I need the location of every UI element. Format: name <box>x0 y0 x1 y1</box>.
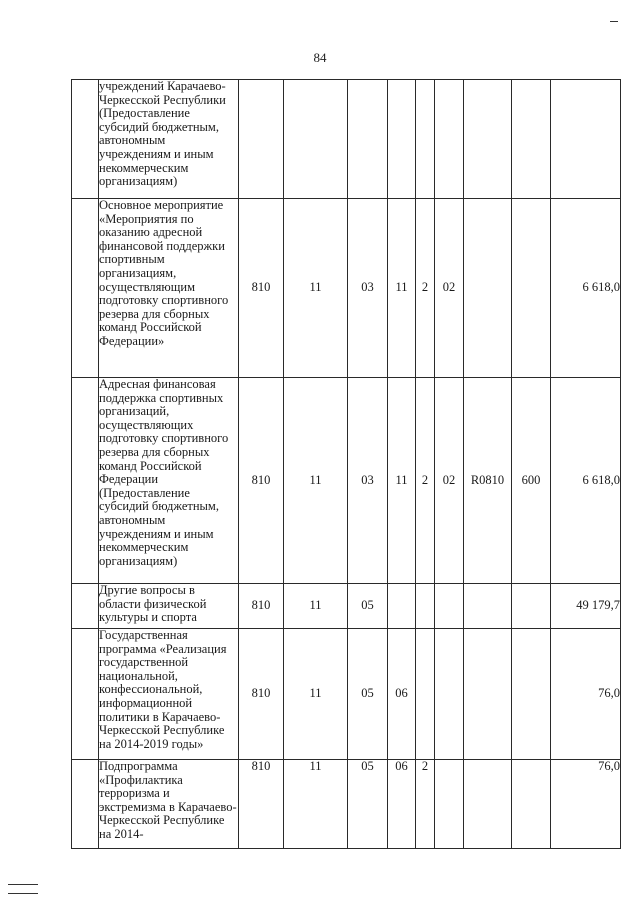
subprogram-code-cell <box>416 629 435 760</box>
expense-type-cell <box>512 760 551 849</box>
subprogram-code-cell: 2 <box>416 760 435 849</box>
program-code-cell <box>388 80 416 199</box>
ved-code-cell <box>239 80 284 199</box>
subprogram-code-cell <box>416 584 435 629</box>
ved-code-cell: 810 <box>239 760 284 849</box>
blank-cell <box>72 760 99 849</box>
ved-code-cell: 810 <box>239 199 284 378</box>
item-name-cell: Другие вопросы в области физической культуры и спорта <box>99 584 239 629</box>
program-code-cell: 06 <box>388 629 416 760</box>
subsection-code-cell: 03 <box>348 199 388 378</box>
scan-mark <box>610 21 618 22</box>
event-code-cell <box>435 584 464 629</box>
direction-code-cell <box>464 199 512 378</box>
program-code-cell: 11 <box>388 199 416 378</box>
section-code-cell: 11 <box>284 199 348 378</box>
section-code-cell: 11 <box>284 760 348 849</box>
amount-cell <box>551 80 621 199</box>
direction-code-cell <box>464 584 512 629</box>
event-code-cell: 02 <box>435 199 464 378</box>
subsection-code-cell: 05 <box>348 584 388 629</box>
subsection-code-cell: 05 <box>348 629 388 760</box>
item-name-cell: учреждений Карачаево-Черкесской Республики (Предоставление субсидий бюджетным, автономным учреждениям и иным некоммерческим организациям) <box>99 80 239 199</box>
subprogram-code-cell: 2 <box>416 199 435 378</box>
ved-code-cell: 810 <box>239 629 284 760</box>
section-code-cell: 11 <box>284 629 348 760</box>
program-code-cell <box>388 584 416 629</box>
expense-type-cell <box>512 629 551 760</box>
event-code-cell <box>435 629 464 760</box>
section-code-cell <box>284 80 348 199</box>
blank-cell <box>72 378 99 584</box>
amount-cell: 49 179,7 <box>551 584 621 629</box>
table-row <box>72 629 621 760</box>
scan-mark <box>8 884 38 885</box>
subsection-code-cell: 05 <box>348 760 388 849</box>
blank-cell <box>72 80 99 199</box>
blank-cell <box>72 584 99 629</box>
amount-cell: 6 618,0 <box>551 378 621 584</box>
table-row <box>72 760 621 849</box>
event-code-cell <box>435 80 464 199</box>
table-row <box>72 378 621 584</box>
event-code-cell: 02 <box>435 378 464 584</box>
item-name-cell: Основное мероприятие «Мероприятия по оказанию адресной финансовой поддержки спортивным организациям, осуществляющим подготовку спортивного резерва для сборных команд Российской Федерации» <box>99 199 239 378</box>
expense-type-cell <box>512 80 551 199</box>
item-name-cell: Подпрограмма «Профилактика терроризма и экстремизма в Карачаево-Черкесской Республике на 2014- <box>99 760 239 849</box>
ved-code-cell: 810 <box>239 378 284 584</box>
direction-code-cell <box>464 80 512 199</box>
expense-type-cell <box>512 584 551 629</box>
subsection-code-cell: 03 <box>348 378 388 584</box>
amount-cell: 76,0 <box>551 629 621 760</box>
ved-code-cell: 810 <box>239 584 284 629</box>
item-name-cell: Адресная финансовая поддержка спортивных организаций, осуществляющих подготовку спортивного резерва для сборных команд Российской Федерации (Предоставление субсидий бюджетным, автономным учреждениям и иным некоммерческим организациям) <box>99 378 239 584</box>
subprogram-code-cell <box>416 80 435 199</box>
table-row <box>72 199 621 378</box>
section-code-cell: 11 <box>284 378 348 584</box>
blank-cell <box>72 629 99 760</box>
subsection-code-cell <box>348 80 388 199</box>
amount-cell: 6 618,0 <box>551 199 621 378</box>
direction-code-cell <box>464 760 512 849</box>
amount-cell: 76,0 <box>551 760 621 849</box>
section-code-cell: 11 <box>284 584 348 629</box>
blank-cell <box>72 199 99 378</box>
direction-code-cell <box>464 629 512 760</box>
program-code-cell: 11 <box>388 378 416 584</box>
expense-type-cell: 600 <box>512 378 551 584</box>
direction-code-cell: R0810 <box>464 378 512 584</box>
budget-table <box>71 79 621 849</box>
table-row <box>72 80 621 199</box>
page-number: 84 <box>313 50 327 65</box>
item-name-cell: Государственная программа «Реализация государственной национальной, конфессиональной, информационной политики в Карачаево-Черкесской Республике на 2014-2019 годы» <box>99 629 239 760</box>
event-code-cell <box>435 760 464 849</box>
scan-mark <box>8 893 38 894</box>
table-row <box>72 584 621 629</box>
expense-type-cell <box>512 199 551 378</box>
subprogram-code-cell: 2 <box>416 378 435 584</box>
program-code-cell: 06 <box>388 760 416 849</box>
